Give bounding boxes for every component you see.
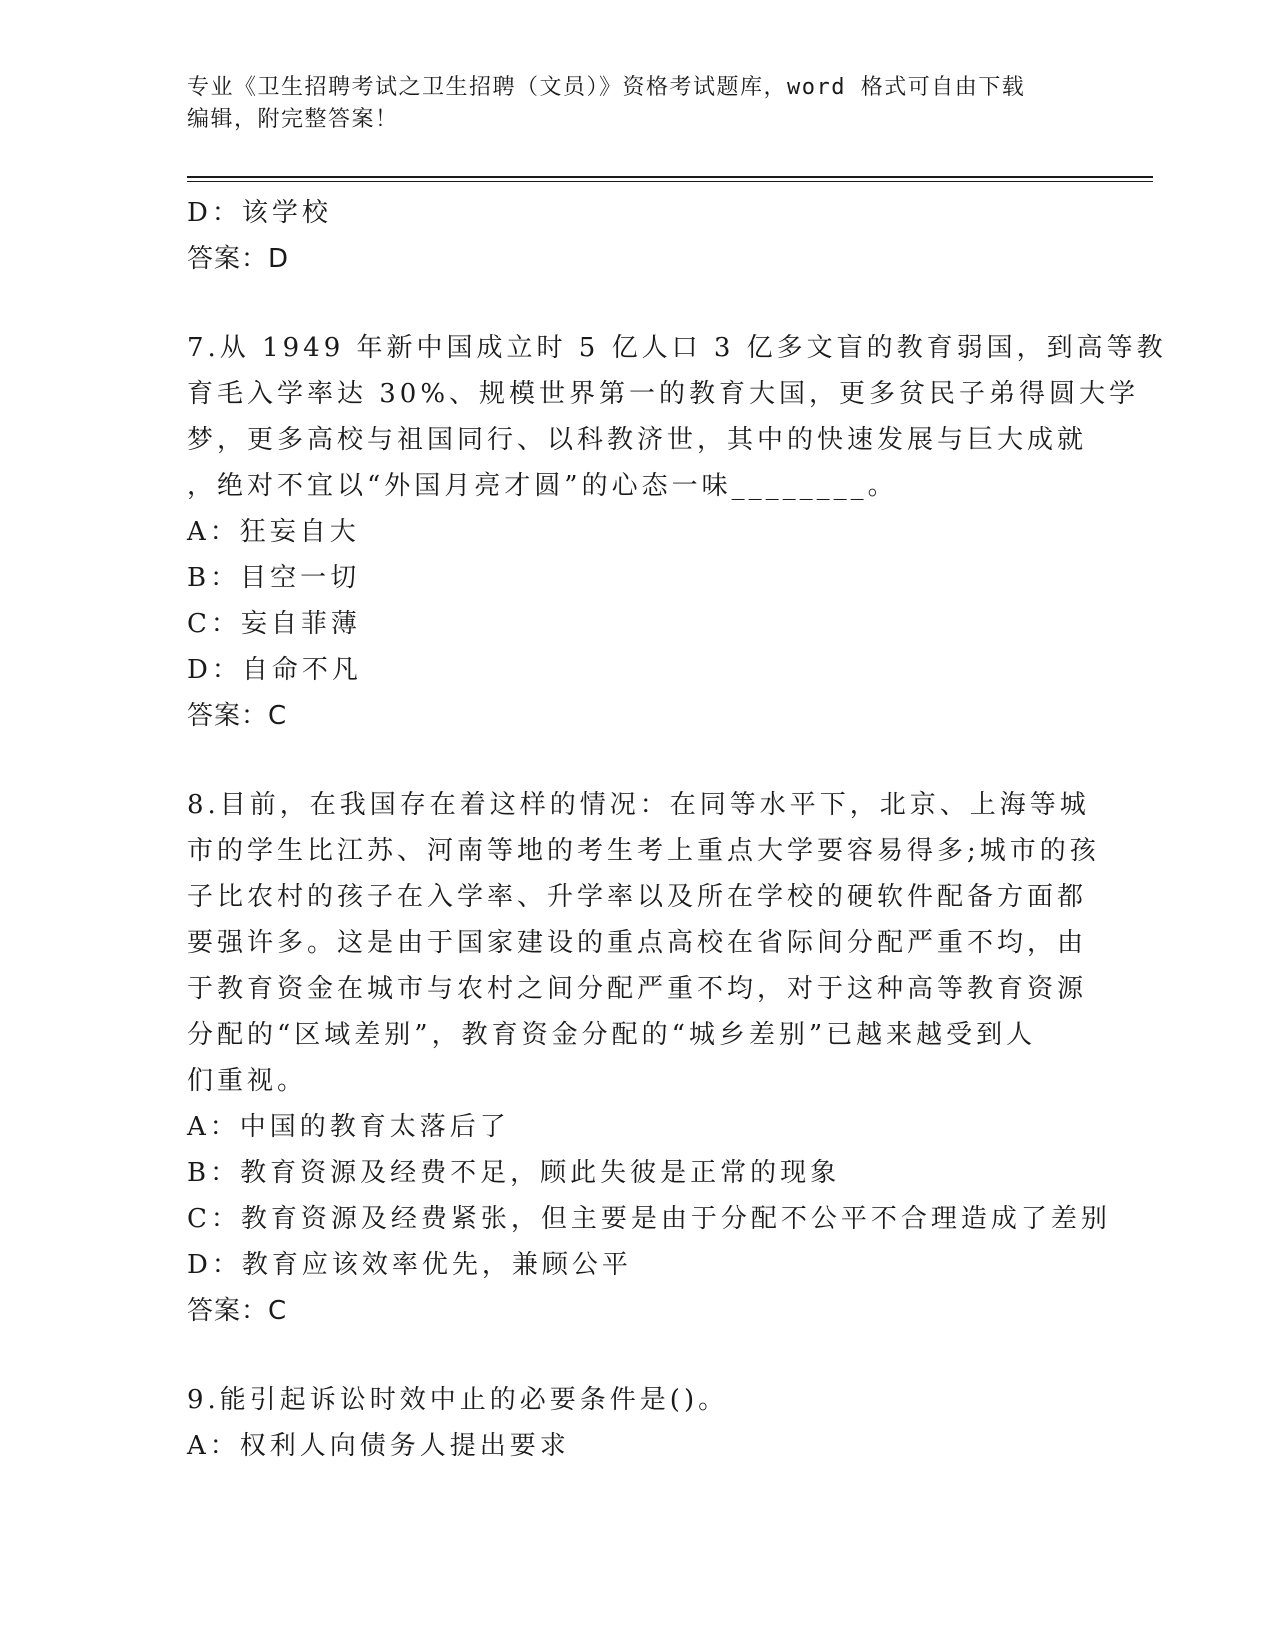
q8-text-line-1: 8.目前，在我国存在着这样的情况：在同等水平下，北京、上海等城 xyxy=(187,790,1090,820)
q8-text-line-6: 分配的“区域差别”，教育资金分配的“城乡差别”已越来越受到人 xyxy=(187,1020,1037,1050)
q7-answer: 答案：C xyxy=(187,701,288,731)
q9-option-a: A：权利人向债务人提出要求 xyxy=(187,1431,570,1461)
header-line-1: 专业《卫生招聘考试之卫生招聘（文员）》资格考试题库，word 格式可自由下载 xyxy=(187,75,1026,100)
q8-text-line-3: 子比农村的孩子在入学率、升学率以及所在学校的硬软件配备方面都 xyxy=(187,882,1088,912)
q7-text-line-4: ，绝对不宜以“外国月亮才圆”的心态一味________。 xyxy=(187,471,898,501)
question-8 xyxy=(187,782,1111,1334)
q7-option-b: B：目空一切 xyxy=(187,563,361,593)
header-line-2: 编辑，附完整答案！ xyxy=(187,107,399,132)
q7-option-c: C：妄自菲薄 xyxy=(187,609,361,639)
q8-option-a: A：中国的教育太落后了 xyxy=(187,1112,510,1142)
q9-text-line-1: 9.能引起诉讼时效中止的必要条件是()。 xyxy=(187,1385,729,1415)
spacer xyxy=(187,739,1087,782)
q7-text-line-2: 育毛入学率达 30%、规模世界第一的教育大国，更多贫民子弟得圆大学 xyxy=(187,379,1140,409)
header-rule-thick xyxy=(187,176,1153,178)
document-header xyxy=(187,72,1087,136)
q8-option-c: C：教育资源及经费紧张，但主要是由于分配不公平不合理造成了差别 xyxy=(187,1204,1111,1234)
question-7 xyxy=(187,325,1167,739)
q8-text-line-5: 于教育资金在城市与农村之间分配严重不均，对于这种高等教育资源 xyxy=(187,974,1088,1004)
prev-answer: 答案：D xyxy=(187,244,290,274)
q7-text-line-1: 7.从 1949 年新中国成立时 5 亿人口 3 亿多文盲的教育弱国，到高等教 xyxy=(187,333,1167,363)
q8-option-d: D：教育应该效率优先，兼顾公平 xyxy=(187,1250,632,1280)
question-content xyxy=(187,190,1167,1469)
prev-option-d: D：该学校 xyxy=(187,198,332,228)
question-9 xyxy=(187,1377,1087,1469)
spacer xyxy=(187,282,1087,325)
q7-option-a: A：狂妄自大 xyxy=(187,517,360,547)
q8-text-line-2: 市的学生比江苏、河南等地的考生考上重点大学要容易得多;城市的孩 xyxy=(187,836,1100,866)
q7-option-d: D：自命不凡 xyxy=(187,655,362,685)
q7-text-line-3: 梦，更多高校与祖国同行、以科教济世，其中的快速发展与巨大成就 xyxy=(187,425,1088,455)
q8-text-line-4: 要强许多。这是由于国家建设的重点高校在省际间分配严重不均，由 xyxy=(187,928,1088,958)
q8-answer: 答案：C xyxy=(187,1296,288,1326)
q8-option-b: B：教育资源及经费不足，顾此失彼是正常的现象 xyxy=(187,1158,841,1188)
q8-text-line-7: 们重视。 xyxy=(187,1066,308,1096)
header-rule-thin xyxy=(187,181,1153,182)
spacer xyxy=(187,1334,1087,1377)
